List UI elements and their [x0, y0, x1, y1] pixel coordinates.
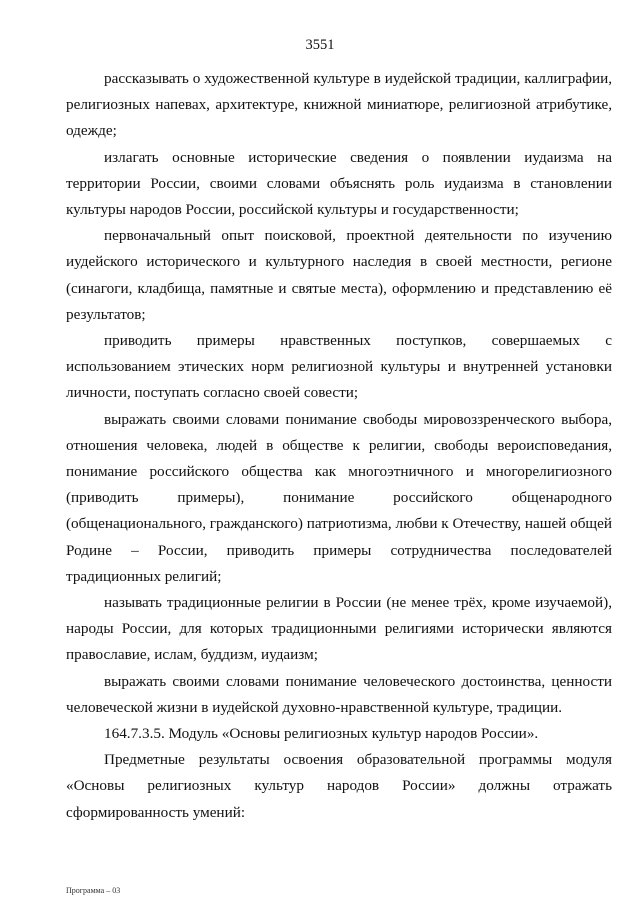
paragraph-subject-results: Предметные результаты освоения образовательной программы модуля «Основы религиозных культур народов России» должны отражать сформированность умений: [66, 751, 612, 821]
paragraph-art-culture: рассказывать о художественной культуре в иудейской традиции, каллиграфии, религиозных напевах, архитектуре, книжной миниатюре, религиозной атрибутике, одежде; [66, 70, 612, 140]
body-text [66, 66, 612, 826]
section-heading-module: 164.7.3.5. Модуль «Основы религиозных культур народов России». [104, 725, 539, 743]
paragraph-traditional-religions: называть традиционные религии в России (не менее трёх, кроме изучаемой), народы России, для которых традиционными религиями исторически являются православие, ислам, буддизм, иудаизм; [66, 594, 612, 664]
paragraph-research-experience: первоначальный опыт поисковой, проектной деятельности по изучению иудейского исторического и культурного наследия в своей местности, регионе (синагоги, кладбища, памятные и святые места), оформлению и представлению её результатов; [66, 227, 612, 323]
paragraph-history-judaism: излагать основные исторические сведения о появлении иудаизма на территории России, своими словами объяснять роль иудаизма в становлении культуры народов России, российской культуры и государственности; [66, 148, 612, 219]
paragraph-moral-examples: приводить примеры нравственных поступков, совершаемых с использованием этических норм религиозной культуры и внутренней установки личности, поступать согласно своей совести; [66, 332, 612, 402]
page-number: 3551 [305, 37, 335, 53]
paragraph-human-dignity: выражать своими словами понимание человеческого достоинства, ценности человеческой жизни в иудейской духовно-нравственной культуре, традиции. [66, 672, 612, 716]
page-footer: Программа – 03 [66, 886, 121, 895]
paragraph-freedom-of-belief: выражать своими словами понимание свободы мировоззренческого выбора, отношения человека, людей в обществе к религии, свободы вероисповедания, понимание российского общества как многоэтничного и многорелигиозного (приводить примеры), понимание российского общенародного (общенационального, гражданского) патриотизма, любви к Отечеству, нашей общей Родине – России, приводить примеры сотрудничества последователей традиционных религий; [66, 410, 612, 585]
